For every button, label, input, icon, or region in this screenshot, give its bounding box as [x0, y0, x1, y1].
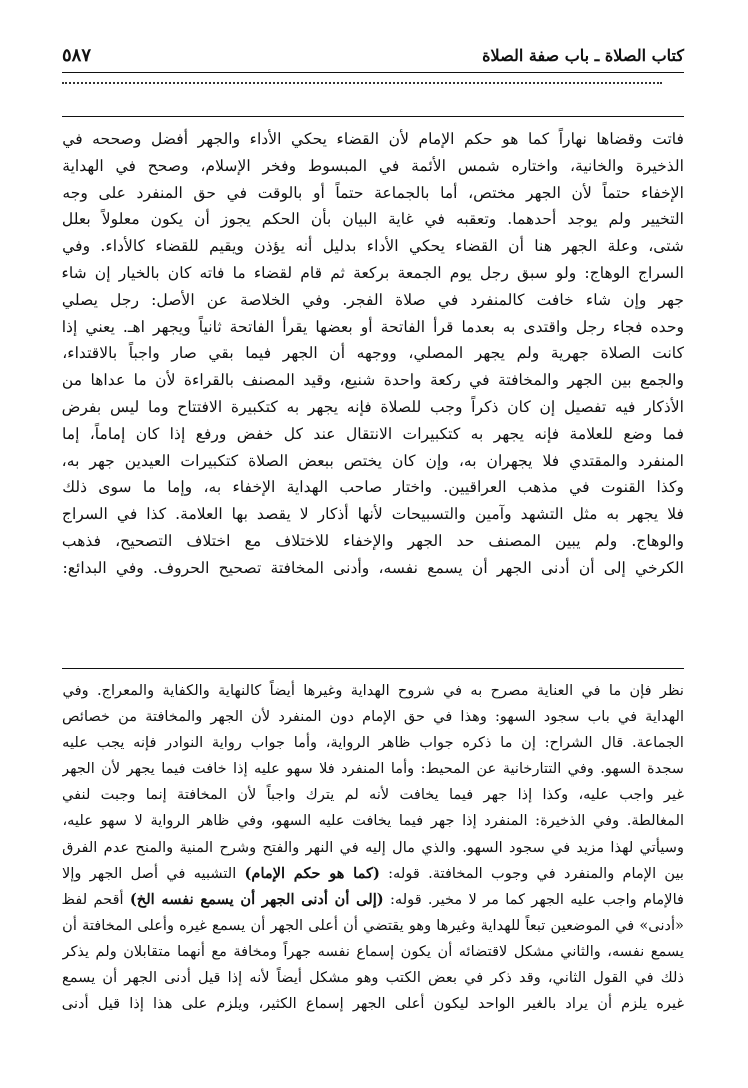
text-line: المنفرد والمقتدي فلا يجهران به، وإن كان يختص ببعض الصلاة كتكبيرات العيدين جهر به، [62, 451, 684, 470]
running-header [62, 44, 684, 73]
text-line: شتى، وعلة الجهر هنا أن القضاء يحكي الأداء بدليل أنه يؤذن ويقيم للقضاء كالأداء. وفي [62, 237, 684, 256]
quoted-phrase: (إلى أن أدنى الجهر أن يسمع نفسه الخ) [129, 890, 384, 908]
footnote-rule [62, 668, 684, 669]
text-line: الإخفاء حتماً لأن الجهر مختص، أما بالجماعة حتماً أو بالوقت في حق المنفرد على وجه [62, 183, 684, 202]
text-line: الذخيرة والخانية، واختاره شمس الأئمة في المبسوط وفخر الإسلام، وصحح في الهداية [62, 156, 684, 175]
text-line: والوهاج. ولم يبين المصنف حد الجهر والإخفاء للاختلاف مع اختلاف التصحيح، فذهب [62, 531, 684, 550]
footnote-line: نظر فإن ما في العناية مصرح به في شروح الهداية وغيرها أيضاً كالنهاية والكفاية والمعراج. وفي [62, 682, 684, 699]
text-line: وحده فجاء رجل واقتدى به بعدما قرأ الفاتحة أو بعضها يقرأ الفاتحة ثانياً ويجهر اهـ. يعني إذا [62, 317, 684, 336]
quoted-phrase: (كما هو حكم الإمام) [244, 864, 380, 882]
text-line: فما وضع للعلامة فإنه يجهر به كتكبيرات الانتقال عند كل خفض ورفع إذا كان إماماً، إما [62, 424, 684, 443]
text-line: كانت الصلاة جهرية ولم يجهر المصلي، ووجهه أن الجهر فيما بقي صار واجباً بالاقتداء، [62, 344, 684, 363]
text-line: الكرخي إلى أن أدنى الجهر أن يسمع نفسه، وأدنى المخافتة تصحيح الحروف. وفي البدائع: [62, 558, 684, 577]
text-line: والجمع بين الجهر والمخافتة في ركعة واحدة شنيع، وقيد المصنف بالقراءة لأن ما عداها من [62, 371, 684, 390]
footnote-line: سجدة السهو. وفي التتارخانية عن المحيط: وأما المنفرد فلا سهو عليه إذا خافت فيما يجهر لأن الجهر [62, 760, 684, 778]
footnote-line: غير واجب عليه، وكذا إذا جهر فيما يخافت لأنه لم يترك واجباً لأن المخافتة إنما وجبت لنفي [62, 786, 684, 804]
footnote-line: وسيأتي لهذا مزيد في سجود السهو. والذي مال إليه في النهر والفتح وشرح المنية والمنح عدم الفرق [62, 838, 684, 856]
dotted-separator [62, 82, 662, 84]
footnote-line: الجماعة. قال الشراح: إن ما ذكره جواب ظاهر الرواية، وأما جواب رواية النوادر فإنه يجب عليه [62, 734, 684, 752]
top-rule [62, 116, 684, 117]
footnote-line: الهداية في باب سجود السهو: وهذا في حق الإمام دون المنفرد لأن الجهر والمخافتة من خصائص [62, 708, 684, 726]
text-line: السراج الوهاج: ولو سبق رجل يوم الجمعة بركعة ثم قام لقضاء ما فاته كان بالخيار إن شاء [62, 263, 684, 282]
footnote-line: غيره يلزم أن يراد بالغير الواحد ليكون أعلى الجهر إسماع الكثير، ويلزم على هذا إذا قيل أدنى [62, 995, 684, 1013]
footnote-line: بين الإمام والمنفرد في وجوب المخافتة. قوله: (كما هو حكم الإمام) التشبيه في أصل الجهر وإلا [62, 864, 684, 882]
page-number: ٥٨٧ [62, 45, 92, 66]
text-line: الأذكار فيه تفصيل إن كان ذكراً وجب للصلاة فإنه يجهر به كتكبيرة الافتتاح وما ليس بفرض [62, 397, 684, 416]
text-line: وكذا القنوت في مذهب العراقيين. واختار صاحب الهداية الإخفاء به، وإما ما سوى ذلك [62, 478, 684, 497]
text-line: فاتت وقضاها نهاراً كما هو حكم الإمام لأن القضاء يحكي الأداء والجهر أفضل وصححه في [62, 130, 684, 148]
text-line: فلا يجهر به مثل التشهد وآمين والتسبيحات لأنها أذكار لا يقصد بها العلامة. كذا في السراج [62, 505, 684, 524]
text-line: التخيير ولم يوجد أحدهما. وتعقبه في غاية البيان بأن الحكم يجوز أن يكون معلولاً بعلل [62, 210, 684, 229]
main-text-block [62, 126, 684, 582]
chapter-title: كتاب الصلاة ـ باب صفة الصلاة [482, 46, 684, 65]
footnote-line: المغالطة. وفي الذخيرة: المنفرد إذا جهر فيما يخافت عليه السهو، وفي ظاهر الرواية لا سهو عليه، [62, 812, 684, 830]
footnote-line: فالإمام واجب عليه الجهر كما مر لا مخير. قوله: (إلى أن أدنى الجهر أن يسمع نفسه الخ) أقحم لفظ [62, 890, 684, 908]
footnote-line: ذلك في القول الثاني، وقد ذكر في بعض الكتب وهو مشكل أيضاً لأنه إذا قيل أدنى الجهر أن يسمع [62, 969, 684, 987]
footnote-block [62, 678, 684, 1017]
footnote-line: يسمع نفسه، والثاني مشكل لاقتضائه أن يكون إسماع نفسه جهراً ومخافة مع أنهما متقابلان ولم يذكر [62, 942, 684, 960]
text-line: جهر وإن شاء خافت كالمنفرد في صلاة الفجر. وفي الخلاصة عن الأصل: رجل يصلي [62, 290, 684, 309]
footnote-line: «أدنى» في الموضعين تبعاً للهداية وغيرها وهو يقتضي أن أعلى الجهر أن يسمع غيره وأعلى المخافتة أن [62, 916, 684, 934]
